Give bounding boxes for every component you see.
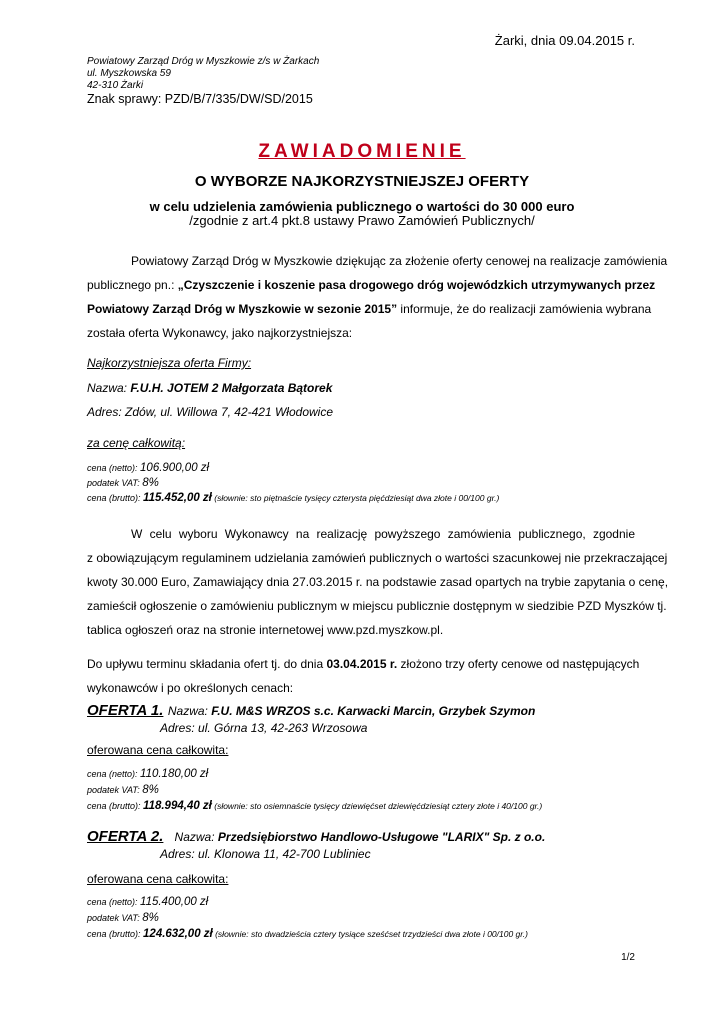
intro-line-1: Powiatowy Zarząd Dróg w Myszkowie dziękując za złożenie oferty cenowej na realizacje zamówienia bbox=[131, 254, 668, 268]
intro-paragraph bbox=[87, 249, 668, 345]
best-net-price bbox=[87, 462, 209, 475]
offer-2-vat bbox=[87, 912, 159, 925]
offer-1-gross-label: cena (brutto): bbox=[87, 801, 144, 811]
offer-2-gross-label: cena (brutto): bbox=[87, 929, 144, 939]
offer-2-gross bbox=[87, 928, 528, 941]
offer-1-address: Adres: ul. Górna 13, 42-263 Wrzosowa bbox=[160, 721, 368, 735]
offer-1-gross-words: (słownie: sto osiemnaście tysięcy dziewięćset dziewięćdziesiąt cztery złote i 40/100 gr.) bbox=[211, 801, 543, 811]
offer-2-vat-value: 8% bbox=[142, 912, 159, 924]
page-number: 1/2 bbox=[621, 952, 635, 963]
offer-2-heading: OFERTA 2. bbox=[87, 828, 164, 845]
name-label: Nazwa: bbox=[87, 381, 131, 395]
intro-prefix: publicznego pn.: bbox=[87, 278, 178, 292]
best-offer-name bbox=[87, 381, 332, 395]
gross-label: cena (brutto): bbox=[87, 493, 144, 503]
offer-2-gross-words: (słownie: sto dwadzieścia cztery tysiące sześćset trzydzieści dwa złote i 00/100 gr.) bbox=[212, 929, 528, 939]
offer-2-name bbox=[168, 830, 545, 844]
office-address bbox=[87, 56, 319, 92]
gross-value: 115.452,00 zł bbox=[143, 492, 212, 504]
offer-1 bbox=[87, 702, 535, 720]
office-city: 42-310 Żarki bbox=[87, 80, 144, 91]
selection-line-3: kwoty 30.000 Euro, Zamawiający dnia 27.03.2015 r. na podstawie zasad opartych na trybie zapytania o cenę, bbox=[87, 575, 669, 589]
intro-line-2 bbox=[87, 273, 656, 297]
selection-line-4: zamieścił ogłoszenie o zamówieniu publicznym w miejscu publicznie dostępnym w siedzibie PZD Myszków tj. bbox=[87, 599, 667, 613]
offer-1-net bbox=[87, 768, 208, 781]
best-offer-address: Adres: Zdów, ul. Willowa 7, 42-421 Włodowice bbox=[87, 405, 333, 419]
deadline-suffix: złożono trzy oferty cenowe od następujących bbox=[397, 657, 640, 671]
contract-title-start: „Czyszczenie i koszenie pasa drogowego dróg wojewódzkich utrzymywanych przez bbox=[177, 278, 656, 292]
contract-title-end: Powiatowy Zarząd Dróg w Myszkowie w sezonie 2015” bbox=[87, 302, 398, 316]
deadline-line-2: wykonawców i po określonych cenach: bbox=[87, 681, 294, 695]
offer-2 bbox=[87, 828, 545, 846]
best-offer-heading: Najkorzystniejsza oferta Firmy: bbox=[87, 356, 252, 370]
best-price-heading: za cenę całkowitą: bbox=[87, 436, 186, 450]
offer-1-gross-value: 118.994,40 zł bbox=[143, 800, 212, 812]
document-title: ZAWIADOMIENIE bbox=[258, 141, 466, 162]
vat-value: 8% bbox=[142, 477, 159, 489]
offer-2-address: Adres: ul. Klonowa 11, 42-700 Lubliniec bbox=[160, 847, 371, 861]
selection-line-5: tablica ogłoszeń oraz na stronie internetowej www.pzd.myszkow.pl. bbox=[87, 623, 444, 637]
document-date: Żarki, dnia 09.04.2015 r. bbox=[494, 33, 635, 48]
net-label: cena (netto): bbox=[87, 463, 141, 473]
deadline-line-1 bbox=[87, 652, 640, 676]
offer-1-vat-value: 8% bbox=[142, 784, 159, 796]
deadline-paragraph bbox=[87, 652, 640, 700]
offer-1-net-label: cena (netto): bbox=[87, 769, 141, 779]
offer-2-net bbox=[87, 896, 208, 909]
legal-basis: /zgodnie z art.4 pkt.8 ustawy Prawo Zamówień Publicznych/ bbox=[189, 213, 535, 228]
intro-line-4: została oferta Wykonawcy, jako najkorzystniejsza: bbox=[87, 326, 353, 340]
selection-paragraph bbox=[87, 522, 669, 642]
vat-label: podatek VAT: bbox=[87, 478, 143, 488]
best-offer-company: F.U.H. JOTEM 2 Małgorzata Bątorek bbox=[130, 381, 333, 395]
office-street: ul. Myszkowska 59 bbox=[87, 68, 171, 79]
offer-2-gross-value: 124.632,00 zł bbox=[143, 928, 213, 940]
offer-1-gross bbox=[87, 800, 542, 813]
offer-1-price-heading: oferowana cena całkowita: bbox=[87, 743, 229, 757]
best-vat bbox=[87, 477, 159, 490]
best-gross-price bbox=[87, 492, 499, 505]
gross-in-words: (słownie: sto piętnaście tysięcy czterysta pięćdziesiąt dwa złote i 00/100 gr.) bbox=[211, 493, 500, 503]
office-name: Powiatowy Zarząd Dróg w Myszkowie z/s w Żarkach bbox=[87, 56, 320, 67]
offer-2-company: Przedsiębiorstwo Handlowo-Usługowe "LARIX" Sp. z o.o. bbox=[217, 830, 546, 844]
net-value: 106.900,00 zł bbox=[140, 462, 210, 474]
offer-1-net-value: 110.180,00 zł bbox=[140, 768, 209, 780]
offer-1-vat bbox=[87, 784, 159, 797]
offer-2-price-heading: oferowana cena całkowita: bbox=[87, 872, 229, 886]
offer-1-vat-label: podatek VAT: bbox=[87, 785, 143, 795]
offer-1-name bbox=[168, 704, 535, 718]
offer-1-heading: OFERTA 1. bbox=[87, 702, 164, 719]
document-purpose: w celu udzielenia zamówienia publicznego o wartości do 30 000 euro bbox=[149, 199, 575, 214]
selection-line-1: W celu wyboru Wykonawcy na realizację powyższego zamówienia publicznego, zgodnie bbox=[131, 527, 635, 541]
deadline-prefix: Do upływu terminu składania ofert tj. do dnia bbox=[87, 657, 327, 671]
selection-line-2: z obowiązującym regulaminem udzielania zamówień publicznych o wartości szacunkowej nie przekraczającej bbox=[87, 551, 668, 565]
offer-2-name-label: Nazwa: bbox=[174, 830, 218, 844]
intro-line-3 bbox=[87, 297, 652, 321]
offer-2-net-value: 115.400,00 zł bbox=[140, 896, 209, 908]
offer-2-net-label: cena (netto): bbox=[87, 897, 141, 907]
offer-1-name-label: Nazwa: bbox=[167, 704, 212, 718]
intro-informs: informuje, że do realizacji zamówienia wybrana bbox=[397, 302, 652, 316]
offer-2-vat-label: podatek VAT: bbox=[87, 913, 143, 923]
offer-1-company: F.U. M&S WRZOS s.c. Karwacki Marcin, Grzybek Szymon bbox=[211, 704, 536, 718]
document-subtitle: O WYBORZE NAJKORZYSTNIEJSZEJ OFERTY bbox=[194, 173, 530, 190]
deadline-date: 03.04.2015 r. bbox=[326, 657, 398, 671]
case-reference: Znak sprawy: PZD/B/7/335/DW/SD/2015 bbox=[87, 92, 313, 106]
